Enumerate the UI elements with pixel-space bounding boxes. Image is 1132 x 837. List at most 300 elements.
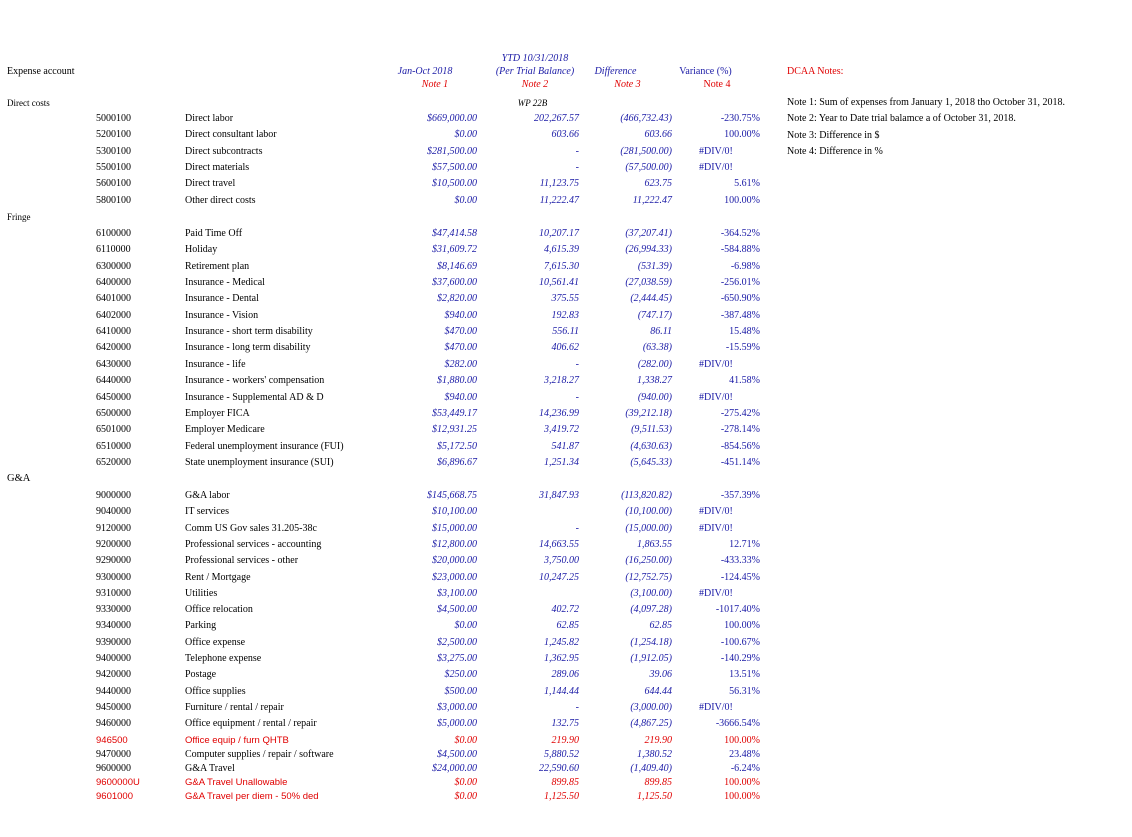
ytd-value: 5,880.52 [544, 749, 579, 760]
table-row [0, 228, 1132, 244]
difference-value: (113,820.82) [621, 490, 672, 501]
account-number: 9310000 [96, 587, 131, 599]
ytd-value: 556.11 [552, 326, 579, 338]
table-row [0, 588, 1132, 604]
table-row [0, 424, 1132, 440]
variance-value: -357.39% [720, 490, 760, 501]
account-number: 6100000 [96, 228, 131, 239]
account-number: 9601000 [96, 791, 133, 802]
difference-header: Difference [594, 66, 637, 77]
account-name: Utilities [185, 587, 218, 599]
ytd-value: 1,245.82 [544, 636, 579, 648]
variance-value: -275.42% [720, 407, 760, 419]
difference-value: 603.66 [644, 129, 672, 141]
account-number: 6440000 [96, 375, 131, 387]
difference-value: 11,222.47 [632, 194, 672, 206]
difference-value: 644.44 [644, 685, 672, 697]
jan-oct-value: $281,500.00 [427, 145, 477, 157]
jan-oct-value: $4,500.00 [437, 604, 477, 616]
difference-value: (282.00) [637, 358, 672, 370]
ytd-value: 3,419.72 [544, 424, 579, 436]
account-name: Insurance - life [185, 358, 246, 370]
account-name: Retirement plan [185, 260, 250, 272]
ytd-value: 10,561.41 [539, 277, 579, 289]
difference-value: 1,338.27 [637, 375, 672, 387]
account-name: Paid Time Off [185, 228, 243, 239]
account-name: Direct subcontracts [185, 145, 263, 157]
account-number: 9000000 [96, 490, 131, 501]
ytd-value: 1,251.34 [544, 456, 579, 468]
account-name: Computer supplies / repair / software [185, 749, 334, 760]
variance-value: 100.00% [724, 129, 760, 141]
variance-value: -15.59% [725, 342, 760, 354]
note3-header: Note 3 [614, 79, 641, 90]
table-row [0, 523, 1132, 539]
account-name: Insurance - long term disability [185, 342, 311, 354]
account-name: Direct labor [185, 113, 234, 124]
jan-oct-header: Jan-Oct 2018 [397, 66, 453, 77]
ytd-value: - [575, 145, 579, 157]
account-number: 9040000 [96, 506, 131, 518]
difference-value: (39,212.18) [625, 407, 672, 419]
note4-header: Note 4 [703, 79, 731, 90]
variance-value: #DIV/0! [699, 145, 733, 157]
expense-account-header: Expense account [7, 66, 75, 77]
account-number: 9120000 [96, 522, 131, 534]
dcaa-note-4: Note 4: Difference in % [787, 146, 883, 157]
table-row [0, 195, 1132, 211]
jan-oct-value: $250.00 [444, 669, 477, 681]
variance-value: 100.00% [724, 620, 760, 632]
difference-value: (15,000.00) [625, 522, 672, 534]
account-number: 9200000 [96, 538, 131, 550]
account-name: G&A Travel [185, 763, 235, 774]
difference-value: (57,500.00) [625, 161, 672, 173]
ytd-header-line1: YTD 10/31/2018 [501, 53, 569, 64]
account-number: 6501000 [96, 424, 131, 436]
difference-value: (747.17) [637, 309, 672, 321]
note2-header: Note 2 [521, 79, 549, 90]
jan-oct-value: $500.00 [444, 685, 477, 697]
table-row [0, 359, 1132, 375]
table-row [0, 162, 1132, 178]
jan-oct-value: $23,000.00 [432, 571, 477, 583]
variance-value: 100.00% [724, 791, 760, 802]
table-row [0, 261, 1132, 277]
section-ga: G&A [7, 473, 31, 484]
note1-header: Note 1 [421, 79, 449, 90]
jan-oct-value: $10,100.00 [432, 506, 477, 518]
variance-value: -6.24% [730, 763, 760, 774]
account-name: Professional services - other [185, 555, 299, 567]
variance-value: 100.00% [724, 194, 760, 206]
difference-value: 623.75 [644, 178, 672, 190]
variance-value: 100.00% [724, 777, 760, 788]
difference-value: (3,100.00) [630, 587, 672, 599]
account-name: Employer Medicare [185, 424, 265, 436]
account-name: Direct consultant labor [185, 129, 277, 141]
ytd-value: 3,750.00 [544, 555, 579, 567]
account-name: Parking [185, 620, 217, 632]
difference-value: (1,409.40) [630, 763, 672, 774]
table-row [0, 653, 1132, 669]
difference-value: (3,000.00) [630, 701, 672, 713]
difference-value: (4,630.63) [630, 440, 672, 452]
account-name: Insurance - short term disability [185, 326, 313, 338]
jan-oct-value: $3,100.00 [437, 587, 477, 599]
ytd-value: - [575, 358, 579, 370]
variance-value: 5.61% [734, 178, 760, 190]
table-row [0, 326, 1132, 342]
account-number: 9390000 [96, 636, 131, 648]
ytd-value: 1,125.50 [544, 791, 579, 802]
jan-oct-value: $940.00 [444, 391, 477, 403]
jan-oct-value: $3,275.00 [437, 653, 477, 664]
ytd-value: 62.85 [556, 620, 579, 632]
table-row [0, 342, 1132, 358]
difference-value: 899.85 [644, 777, 672, 788]
account-number: 6510000 [96, 440, 131, 452]
table-row [0, 244, 1132, 260]
ytd-value: 375.55 [551, 293, 579, 305]
ytd-value: 402.72 [551, 604, 579, 616]
jan-oct-value: $20,000.00 [432, 555, 477, 567]
variance-value: 23.48% [729, 749, 760, 760]
account-name: Office relocation [185, 604, 253, 616]
difference-value: (940.00) [637, 391, 672, 403]
account-number: 5200100 [96, 129, 131, 141]
account-number: 5300100 [96, 145, 131, 157]
table-row [0, 539, 1132, 555]
table-row [0, 637, 1132, 653]
account-name: G&A Travel per diem - 50% ded [185, 791, 319, 802]
account-number: 5600100 [96, 178, 131, 190]
table-row [0, 375, 1132, 391]
jan-oct-value: $0.00 [454, 791, 477, 802]
variance-value: -364.52% [720, 228, 760, 239]
jan-oct-value: $940.00 [444, 309, 477, 321]
difference-value: (466,732.43) [620, 113, 672, 124]
difference-value: (281,500.00) [620, 145, 672, 157]
difference-value: 1,125.50 [637, 791, 672, 802]
variance-value: #DIV/0! [699, 161, 733, 173]
variance-value: 56.31% [729, 685, 760, 697]
ytd-value: 219.90 [551, 735, 579, 746]
difference-value: (12,752.75) [625, 571, 672, 583]
ytd-value: - [575, 161, 579, 173]
account-name: Office supplies [185, 685, 246, 697]
ytd-header-line2: (Per Trial Balance) [495, 66, 575, 77]
table-row [0, 791, 1132, 807]
account-name: Office equipment / rental / repair [185, 718, 317, 730]
jan-oct-value: $0.00 [454, 129, 477, 141]
jan-oct-value: $47,414.58 [432, 228, 477, 239]
jan-oct-value: $1,880.00 [437, 375, 477, 387]
variance-value: 41.58% [729, 375, 760, 387]
difference-value: 1,380.52 [637, 749, 672, 760]
account-name: State unemployment insurance (SUI) [185, 456, 334, 468]
jan-oct-value: $37,600.00 [432, 277, 477, 289]
variance-value: -854.56% [720, 440, 760, 452]
account-name: Other direct costs [185, 194, 256, 206]
jan-oct-value: $2,820.00 [437, 293, 477, 305]
difference-value: 39.06 [649, 669, 672, 681]
ytd-value: 541.87 [551, 440, 579, 452]
ytd-value: 132.75 [551, 718, 579, 730]
difference-value: (4,867.25) [630, 718, 672, 730]
variance-value: -650.90% [720, 293, 760, 305]
variance-value: -6.98% [730, 260, 760, 272]
account-name: IT services [185, 506, 229, 518]
table-row [0, 686, 1132, 702]
table-row [0, 490, 1132, 506]
jan-oct-value: $5,172.50 [437, 440, 477, 452]
ytd-value: 22,590.60 [539, 763, 579, 774]
jan-oct-value: $0.00 [454, 777, 477, 788]
variance-value: -433.33% [720, 555, 760, 567]
variance-value: #DIV/0! [699, 506, 733, 518]
account-number: 9440000 [96, 685, 131, 697]
variance-value: -100.67% [720, 636, 760, 648]
account-number: 6400000 [96, 277, 131, 289]
account-number: 9460000 [96, 718, 131, 730]
variance-value: -584.88% [720, 244, 760, 256]
table-row [0, 457, 1132, 473]
ytd-value: - [575, 701, 579, 713]
variance-value: -387.48% [720, 309, 760, 321]
account-name: Office equip / furn QHTB [185, 735, 289, 746]
difference-value: (1,912.05) [630, 653, 672, 664]
variance-value: 100.00% [724, 735, 760, 746]
difference-value: (26,994.33) [625, 244, 672, 256]
difference-value: 62.85 [649, 620, 672, 632]
account-number: 9290000 [96, 555, 131, 567]
jan-oct-value: $470.00 [444, 326, 477, 338]
account-number: 6500000 [96, 407, 131, 419]
table-row [0, 293, 1132, 309]
variance-value: -256.01% [720, 277, 760, 289]
ytd-value: 11,123.75 [539, 178, 579, 190]
variance-value: #DIV/0! [699, 587, 733, 599]
jan-oct-value: $12,800.00 [432, 538, 477, 550]
section-direct-costs: Direct costs [7, 98, 50, 108]
account-name: Federal unemployment insurance (FUI) [185, 440, 344, 452]
variance-value: -3666.54% [715, 718, 760, 730]
table-row [0, 178, 1132, 194]
account-name: G&A labor [185, 490, 230, 501]
table-row [0, 146, 1132, 162]
jan-oct-value: $10,500.00 [432, 178, 477, 190]
account-number: 9600000U [96, 777, 140, 788]
table-row [0, 718, 1132, 734]
account-name: Direct travel [185, 178, 236, 190]
wp-reference: WP 22B [517, 98, 548, 108]
ytd-value: - [575, 522, 579, 534]
jan-oct-value: $145,668.75 [427, 490, 477, 501]
table-row [0, 506, 1132, 522]
account-number: 9600000 [96, 763, 131, 774]
ytd-value: 14,663.55 [539, 538, 579, 550]
table-row [0, 669, 1132, 685]
jan-oct-value: $53,449.17 [432, 407, 477, 419]
table-row [0, 392, 1132, 408]
difference-value: (1,254.18) [630, 636, 672, 648]
dcaa-note-2: Note 2: Year to Date trial balamce a of October 31, 2018. [787, 113, 1016, 124]
jan-oct-value: $31,609.72 [432, 244, 477, 256]
ytd-value: 3,218.27 [544, 375, 579, 387]
account-name: Rent / Mortgage [185, 571, 251, 583]
jan-oct-value: $0.00 [454, 194, 477, 206]
table-row [0, 620, 1132, 636]
table-row [0, 408, 1132, 424]
jan-oct-value: $8,146.69 [437, 260, 477, 272]
account-number: 6110000 [96, 244, 131, 256]
account-name: Furniture / rental / repair [185, 701, 284, 713]
ytd-value: 11,222.47 [539, 194, 579, 206]
account-name: Telephone expense [185, 653, 262, 664]
jan-oct-value: $0.00 [454, 735, 477, 746]
account-number: 9450000 [96, 701, 131, 713]
ytd-value: 10,247.25 [539, 571, 579, 583]
jan-oct-value: $3,000.00 [437, 701, 477, 713]
ytd-value: 1,362.95 [544, 653, 579, 664]
account-name: Professional services - accounting [185, 538, 322, 550]
account-number: 6420000 [96, 342, 131, 354]
variance-value: #DIV/0! [699, 522, 733, 534]
account-number: 6430000 [96, 358, 131, 370]
account-name: Insurance - workers' compensation [185, 375, 325, 387]
table-row [0, 129, 1132, 145]
account-number: 9420000 [96, 669, 131, 681]
variance-value: #DIV/0! [699, 358, 733, 370]
account-name: Insurance - Vision [185, 309, 259, 321]
jan-oct-value: $669,000.00 [427, 113, 477, 124]
account-name: Employer FICA [185, 407, 250, 419]
jan-oct-value: $470.00 [444, 342, 477, 354]
variance-value: -230.75% [720, 113, 760, 124]
account-number: 5000100 [96, 113, 131, 124]
account-number: 9330000 [96, 604, 131, 616]
difference-value: (5,645.33) [630, 456, 672, 468]
account-number: 9300000 [96, 571, 131, 583]
ytd-value: 899.85 [551, 777, 579, 788]
jan-oct-value: $4,500.00 [437, 749, 477, 760]
variance-value: -1017.40% [715, 604, 760, 616]
table-row [0, 604, 1132, 620]
account-number: 946500 [96, 735, 128, 746]
ytd-value: 202,267.57 [534, 113, 579, 124]
variance-value: #DIV/0! [699, 391, 733, 403]
difference-value: (16,250.00) [625, 555, 672, 567]
difference-value: 86.11 [650, 326, 672, 338]
account-number: 9340000 [96, 620, 131, 632]
account-number: 5500100 [96, 161, 131, 173]
difference-value: (10,100.00) [625, 506, 672, 518]
table-row [0, 441, 1132, 457]
account-number: 6300000 [96, 260, 131, 272]
difference-value: (2,444.45) [630, 293, 672, 305]
account-number: 9470000 [96, 749, 131, 760]
account-number: 6401000 [96, 293, 131, 305]
variance-value: -451.14% [720, 456, 760, 468]
account-name: Insurance - Medical [185, 277, 265, 289]
ytd-value: 7,615.30 [544, 260, 579, 272]
ytd-value: 10,207.17 [539, 228, 579, 239]
jan-oct-value: $24,000.00 [432, 763, 477, 774]
account-name: Insurance - Dental [185, 293, 259, 305]
dcaa-notes-title: DCAA Notes: [787, 66, 844, 77]
table-row [0, 555, 1132, 571]
jan-oct-value: $0.00 [454, 620, 477, 632]
jan-oct-value: $12,931.25 [432, 424, 477, 436]
ytd-value: 406.62 [551, 342, 579, 354]
account-number: 9400000 [96, 653, 131, 664]
section-fringe: Fringe [7, 212, 31, 222]
table-row [0, 113, 1132, 129]
account-name: Postage [185, 669, 217, 681]
difference-value: (9,511.53) [631, 424, 672, 436]
ytd-value: 31,847.93 [539, 490, 579, 501]
difference-value: (27,038.59) [625, 277, 672, 289]
variance-value: 13.51% [729, 669, 760, 681]
account-number: 6520000 [96, 456, 131, 468]
account-number: 6402000 [96, 309, 131, 321]
table-row [0, 572, 1132, 588]
ytd-value: 192.83 [551, 309, 579, 321]
table-row [0, 310, 1132, 326]
variance-header: Variance (%) [679, 66, 732, 77]
ytd-value: 1,144.44 [544, 685, 579, 697]
account-name: Insurance - Supplemental AD & D [185, 391, 324, 403]
table-row [0, 277, 1132, 293]
jan-oct-value: $282.00 [444, 358, 477, 370]
dcaa-note-3: Note 3: Difference in $ [787, 130, 880, 141]
account-name: Holiday [185, 244, 218, 256]
account-name: Direct materials [185, 161, 250, 173]
account-name: G&A Travel Unallowable [185, 777, 288, 788]
variance-value: 15.48% [729, 326, 760, 338]
difference-value: (4,097.28) [630, 604, 672, 616]
difference-value: 1,863.55 [637, 538, 672, 550]
variance-value: -124.45% [720, 571, 760, 583]
variance-value: -140.29% [720, 653, 760, 664]
jan-oct-value: $5,000.00 [437, 718, 477, 730]
variance-value: #DIV/0! [699, 701, 733, 713]
ytd-value: - [575, 391, 579, 403]
jan-oct-value: $57,500.00 [432, 161, 477, 173]
table-row [0, 702, 1132, 718]
account-name: Office expense [185, 636, 246, 648]
jan-oct-value: $6,896.67 [437, 456, 477, 468]
jan-oct-value: $15,000.00 [432, 522, 477, 534]
variance-value: 12.71% [729, 538, 760, 550]
account-number: 6410000 [96, 326, 131, 338]
dcaa-note-1: Note 1: Sum of expenses from January 1, 2018 tho October 31, 2018. [787, 97, 1066, 108]
variance-value: -278.14% [720, 424, 760, 436]
ytd-value: 14,236.99 [539, 407, 579, 419]
ytd-value: 603.66 [551, 129, 579, 141]
difference-value: (37,207.41) [625, 228, 672, 239]
ytd-value: 4,615.39 [544, 244, 579, 256]
jan-oct-value: $2,500.00 [437, 636, 477, 648]
account-number: 6450000 [96, 391, 131, 403]
account-number: 5800100 [96, 194, 131, 206]
difference-value: (63.38) [642, 342, 672, 354]
difference-value: (531.39) [637, 260, 672, 272]
difference-value: 219.90 [644, 735, 672, 746]
ytd-value: 289.06 [551, 669, 579, 681]
account-name: Comm US Gov sales 31.205-38c [185, 522, 317, 534]
